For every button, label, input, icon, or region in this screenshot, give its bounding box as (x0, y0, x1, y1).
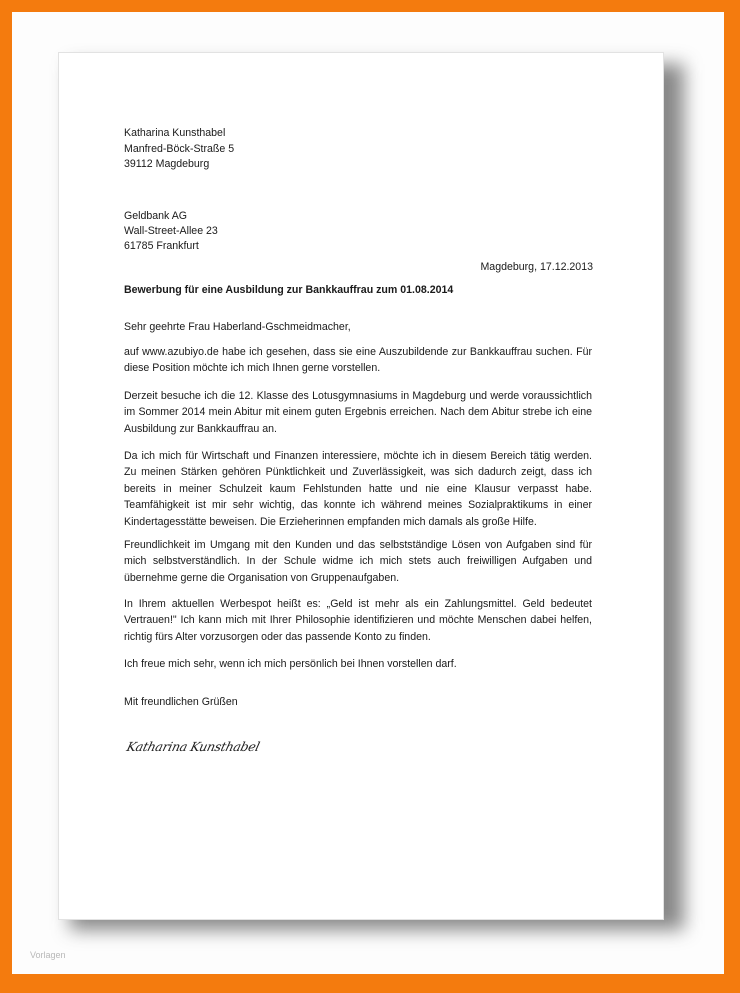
paragraph-4: Freundlichkeit im Umgang mit den Kunden und das selbstständige Lösen von Aufgaben sind für mich selbstverständlich. In der Schule widme ich mich stets auch freiwilligen Aufgaben und übernehme gerne die Organisation von Gruppenaufgaben. (124, 539, 592, 584)
paragraph-1: auf www.azubiyo.de habe ich gesehen, dass sie eine Auszubildende zur Bankkauffrau suchen. Für diese Position möchte ich mich Ihnen gerne vorstellen. (124, 346, 592, 375)
paragraph-6: Ich freue mich sehr, wenn ich mich persönlich bei Ihnen vorstellen darf. (124, 658, 457, 670)
paragraph-2: Derzeit besuche ich die 12. Klasse des Lotusgymnasiums in Magdeburg und werde voraussichtlich im Sommer 2014 mein Abitur mit einem guten Ergebnis erreichen. Nach dem Abitur strebe ich eine Ausbildung zur Bankkauffrau an. (124, 390, 592, 435)
recipient-street: Wall-Street-Allee 23 (124, 225, 218, 237)
paragraph-5: In Ihrem aktuellen Werbespot heißt es: „Geld ist mehr als ein Zahlungsmittel. Geld bedeutet Vertrauen!" Ich kann mich mit Ihrer Philosophie identifizieren und möchte Menschen dabei helfen, richtig fürs Alter vorzusorgen oder das passende Konto zu finden. (124, 598, 592, 643)
sender-city: 39112 Magdeburg (124, 158, 210, 170)
letter-page (58, 52, 664, 920)
watermark-text: Vorlagen (30, 950, 66, 960)
sender-street: Manfred-Böck-Straße 5 (124, 143, 235, 155)
recipient-city: 61785 Frankfurt (124, 240, 199, 252)
salutation: Sehr geehrte Frau Haberland-Gschmeidmacher, (124, 321, 351, 333)
paragraph-3: Da ich mich für Wirtschaft und Finanzen interessiere, möchte ich in diesem Bereich tätig werden. Zu meinen Stärken gehören Pünktlichkeit und Zuverlässigkeit, was sich dadurch zeigt, dass ich bereits in meiner Schulzeit kaum Fehlstunden hatte und nie eine Klausur verpasst habe. Teamfähigkeit ist mir sehr wichtig, das konnte ich während meines Sozialpraktikums in einer Kindertagesstätte beweisen. Die Erzieherinnen empfanden mich damals als große Hilfe. (124, 450, 592, 528)
recipient-company: Geldbank AG (124, 210, 188, 222)
letter-date: Magdeburg, 17.12.2013 (480, 261, 593, 273)
closing: Mit freundlichen Grüßen (124, 696, 238, 708)
sender-name: Katharina Kunsthabel (124, 127, 226, 139)
handwritten-signature: Katharina Kunsthabel (125, 739, 262, 754)
letter-subject: Bewerbung für eine Ausbildung zur Bankkauffrau zum 01.08.2014 (124, 284, 454, 296)
